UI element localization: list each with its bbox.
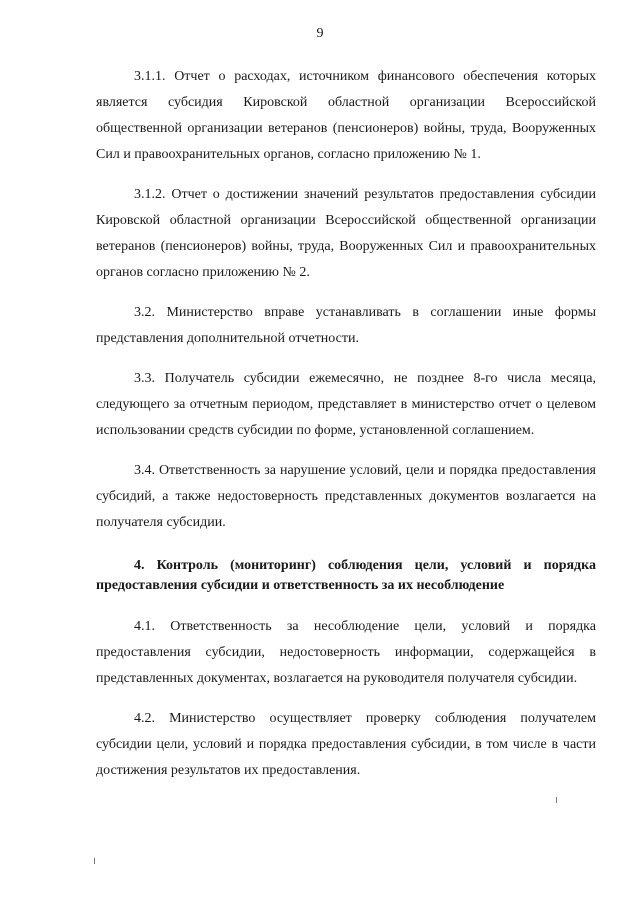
paragraph-3-2: 3.2. Министерство вправе устанавливать в соглашении иные формы представления дополнительной отчетности. xyxy=(96,305,596,346)
section-4-heading: 4. Контроль (мониторинг) соблюдения цели, условий и порядка предоставления субсидии и ответственность за их несоблюдение xyxy=(96,558,596,593)
scan-mark xyxy=(94,858,95,864)
paragraph-4-1: 4.1. Ответственность за несоблюдение цели, условий и порядка предоставления субсидии, недостоверность информации, содержащейся в представленных документах, возлагается на руководителя получателя субсидии. xyxy=(96,619,596,686)
paragraph-3-3: 3.3. Получатель субсидии ежемесячно, не позднее 8-го числа месяца, следующего за отчетным периодом, представляет в министерство отчет о целевом использовании средств субсидии по форме, установленной соглашением. xyxy=(96,371,596,438)
scan-mark xyxy=(556,797,557,803)
paragraph-3-1-2: 3.1.2. Отчет о достижении значений результатов предоставления субсидии Кировской областной организации Всероссийской общественной организации ветеранов (пенсионеров) войны, труда, Вооруженных Сил и правоохранительных органов согласно приложению № 2. xyxy=(96,187,596,280)
paragraph-4-2: 4.2. Министерство осуществляет проверку соблюдения получателем субсидии цели, условий и порядка предоставления субсидии, в том числе в части достижения результатов их предоставления. xyxy=(96,711,596,778)
page-number: 9 xyxy=(316,26,324,41)
paragraph-3-4: 3.4. Ответственность за нарушение условий, цели и порядка предоставления субсидий, а также недостоверность представленных документов возлагается на получателя субсидии. xyxy=(96,463,596,530)
document-body xyxy=(96,64,596,798)
paragraph-3-1-1: 3.1.1. Отчет о расходах, источником финансового обеспечения которых является субсидия Кировской областной организации Всероссийской общественной организации ветеранов (пенсионеров) войны, труда, Вооруженных Сил и правоохранительных органов, согласно приложению № 1. xyxy=(96,69,596,162)
